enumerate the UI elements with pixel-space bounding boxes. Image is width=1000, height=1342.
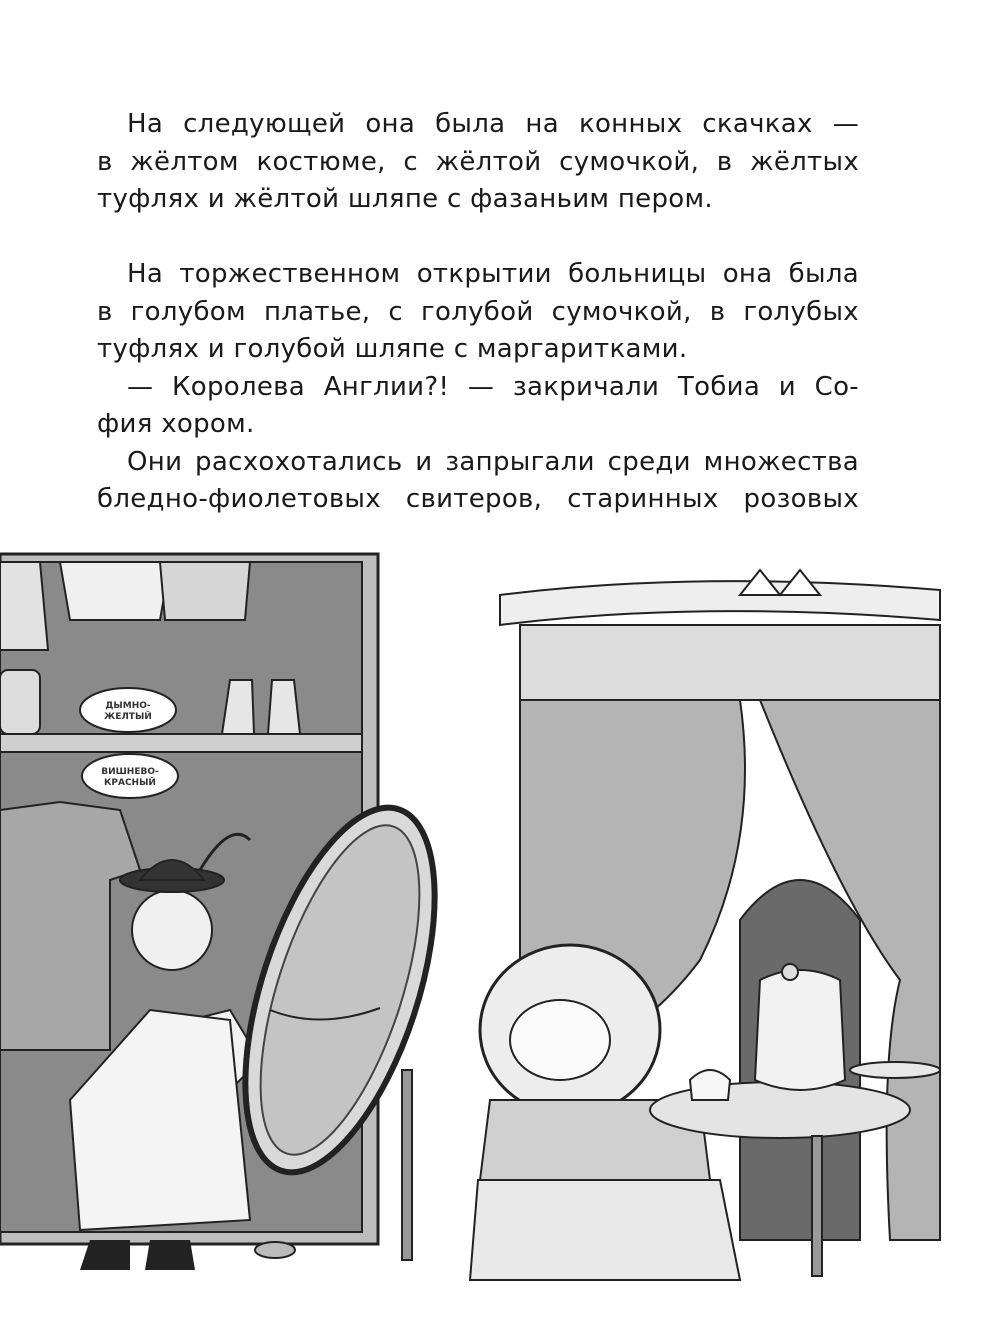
label-smoky-yellow: ЖЕЛТЫЙ (104, 712, 152, 722)
text-line: — Королева Англии?! — закричали Тобиа и Со- (127, 371, 859, 402)
text-line: фия хором. (97, 409, 255, 439)
text-line: в голубом платье, с голубой сумочкой, в голубых (97, 296, 859, 327)
wardrobe-illustration (0, 540, 1000, 1342)
text-line: На торжественном открытии больницы она была (127, 259, 859, 289)
text-section-top (97, 106, 859, 219)
text-line: Они расхохотались и запрыгали среди множества (127, 446, 859, 477)
text-line: На следующей она была на конных скачках — (127, 109, 859, 139)
text-line: в жёлтом костюме, с жёлтой сумочкой, в жёлтых (97, 146, 859, 177)
label-cherry-red: ВИШНЕВО- (101, 767, 159, 777)
label-smoky-yellow: ДЫМНО- (105, 701, 151, 711)
text-line: туфлях и голубой шляпе с маргаритками. (97, 334, 688, 364)
text-line: туфлях и жёлтой шляпе с фазаньим пером. (97, 184, 713, 214)
label-cherry-red: КРАСНЫЙ (104, 778, 156, 788)
text-section-bottom (97, 256, 859, 519)
text-line: бледно-фиолетовых свитеров, старинных розовых (97, 484, 859, 514)
